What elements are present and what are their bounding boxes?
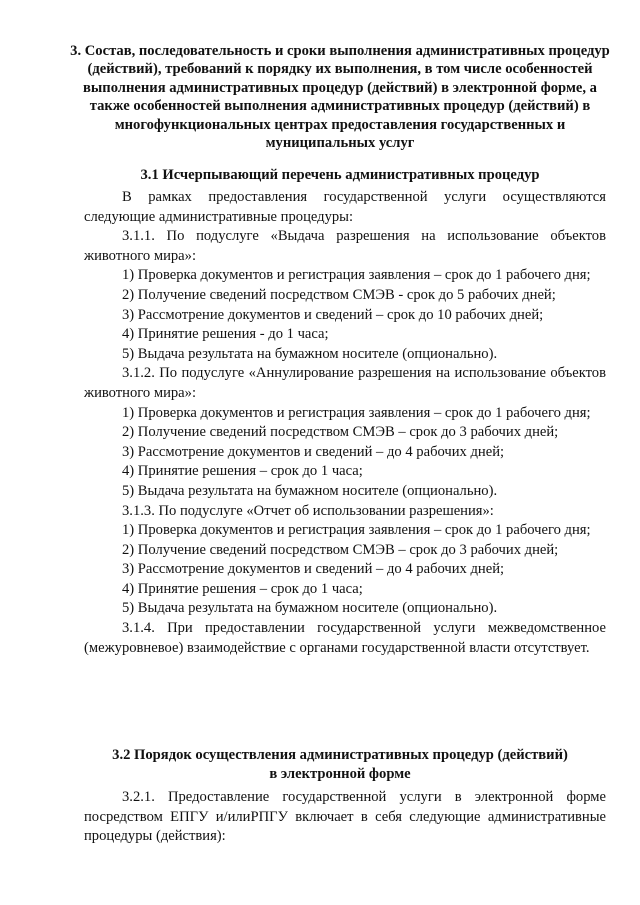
list-item: 4) Принятие решения – срок до 1 часа; [122,463,363,480]
list-item: 2) Получение сведений посредством СМЭВ – срок до 3 рабочих дней; [122,541,559,558]
paragraph: 3.1.3. По подуслуге «Отчет об использовании разрешения»: [122,502,494,519]
paragraph: В рамках предоставления государственной услуги осуществляются следующие административные процедуры: [84,189,606,225]
paragraph: 3.1.4. При предоставлении государственной услуги межведомственное (межуровневое) взаимодействие с органами государственной власти отсутствует. [84,620,606,656]
list-item: 3) Рассмотрение документов и сведений – до 4 рабочих дней; [122,561,505,578]
list-item: 2) Получение сведений посредством СМЭВ - срок до 5 рабочих дней; [122,286,556,303]
subsection-3-1-body [84,188,606,658]
list-item: 1) Проверка документов и регистрация заявления – срок до 1 рабочего дня; [122,404,591,421]
subsection-3-2-body [84,788,606,847]
list-item: 1) Проверка документов и регистрация заявления – срок до 1 рабочего дня; [122,267,591,284]
paragraph: 3.1.1. По подуслуге «Выдача разрешения на использование объектов животного мира»: [84,228,606,264]
subsection-3-2-title-line2: в электронной форме [269,766,411,782]
list-item: 4) Принятие решения - до 1 часа; [122,326,329,343]
subsection-3-2-title-line1: 3.2 Порядок осуществления административных процедур (действий) [112,747,568,763]
list-item: 1) Проверка документов и регистрация заявления – срок до 1 рабочего дня; [122,522,591,539]
list-item: 3) Рассмотрение документов и сведений – до 4 рабочих дней; [122,443,505,460]
list-item: 2) Получение сведений посредством СМЭВ – срок до 3 рабочих дней; [122,424,559,441]
section-3-title: 3. Состав, последовательность и сроки выполнения административных процедур (действий), требований к порядку их выполнения, в том числе особенностей выполнения административных процедур (действий) в электронной форме, а также особенностей выполнения административных процедур (действий) в многофункциональных центрах предоставления государственных и муниципальных услуг [70,43,610,152]
list-item: 5) Выдача результата на бумажном носителе (опционально). [122,600,498,617]
list-item: 5) Выдача результата на бумажном носителе (опционально). [122,345,498,362]
list-item: 3) Рассмотрение документов и сведений – срок до 10 рабочих дней; [122,306,544,323]
list-item: 4) Принятие решения – срок до 1 часа; [122,580,363,597]
subsection-3-1-title: 3.1 Исчерпывающий перечень административных процедур [140,167,540,183]
list-item: 5) Выдача результата на бумажном носителе (опционально). [122,482,498,499]
paragraph: 3.2.1. Предоставление государственной услуги в электронной форме посредством ЕПГУ и/илиРПГУ включает в себя следующие административные процедуры (действия): [84,789,606,845]
paragraph: 3.1.2. По подуслуге «Аннулирование разрешения на использование объектов животного мира»: [84,365,606,401]
subsection-3-2-title [70,746,610,784]
